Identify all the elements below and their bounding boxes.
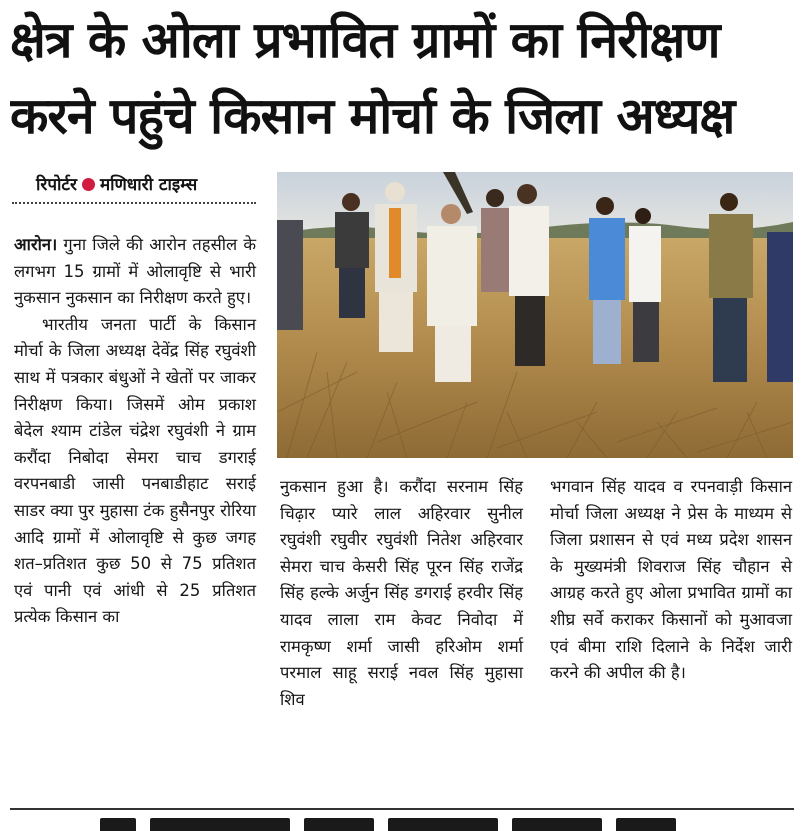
news-photo	[277, 172, 793, 458]
byline-publication: मणिधारी टाइम्स	[99, 175, 198, 195]
article-column-3	[550, 474, 792, 687]
bottom-divider	[10, 808, 794, 810]
headline-line-2: करने पहुंचे किसान मोर्चा के जिला अध्यक्ष	[10, 87, 735, 145]
article-paragraph-1	[14, 232, 256, 312]
headline-line-1: क्षेत्र के ओला प्रभावित ग्रामों का निरीक्षण	[10, 11, 720, 69]
article-paragraph-1-text: गुना जिले की आरोन तहसील के लगभग 15 ग्रामों में ओलावृष्टि से भारी नुकसान नुकसान का निरीक्षण करते हुए।	[14, 235, 256, 308]
byline	[36, 172, 254, 198]
article-paragraph-2: भारतीय जनता पार्टी के किसान मोर्चा के जिला अध्यक्ष देवेंद्र सिंह रघुवंशी साथ में पत्रकार बंधुओं ने खेतों पर जाकर निरीक्षण किया। जिसमें ओम प्रकाश बेदेल श्याम टांडेल चंद्रेश रघुवंशी ने ग्राम करौंदा निबोदा सेमरा चाच डगराई वरपनबाडी जासी पनबाडीहाट सराई साडर क्या पुर मुहासा टंक हुसैनपुर रोरिया आदि ग्रामों में ओलावृष्टि से कुछ जगह शत–प्रतिशत कुछ 50 से 75 प्रतिशत एवं पानी एवं आंधी से 25 प्रतिशत प्रत्येक किसान का	[14, 314, 256, 627]
byline-reporter: रिपोर्टर	[36, 175, 77, 195]
byline-divider	[12, 202, 256, 204]
bullet-dot-icon	[82, 178, 95, 191]
field-photo-illustration	[277, 172, 793, 458]
headline	[10, 2, 796, 154]
article-column-2-text: नुकसान हुआ है। करौंदा सरनाम सिंह चिढ़ार प्यारे लाल अहिरवार सुनील रघुवंशी रघुवीर रघुवंशी नितेश अहिरवार सेमरा चाच केसरी सिंह पूरन सिंह राजेंद्र सिंह हल्के अर्जुन सिंह डगराई हरवीर सिंह यादव लाला राम केवट निवोदा में रामकृष्ण शर्मा जासी हरिओम शर्मा परमाल साहू सराई नवल सिंह मुहासा शिव	[280, 477, 523, 709]
cropped-next-headline	[100, 818, 740, 831]
article-column-3-text: भगवान सिंह यादव व रपनवाड़ी किसान मोर्चा जिला अध्यक्ष ने प्रेस के माध्यम से जिला प्रशासन से एवं मध्य प्रदेश शासन के मुख्यमंत्री शिवराज सिंह चौहान से आग्रह करते हुए ओला प्रभावित ग्रामों का शीघ्र सर्वे कराकर किसानों को मुआवजा एवं बीमा राशि दिलाने के निर्देश जारी करने की अपील की है।	[550, 477, 792, 683]
article-column-2	[280, 474, 523, 713]
dateline: आरोन।	[14, 235, 58, 254]
article-column-1	[14, 232, 256, 631]
